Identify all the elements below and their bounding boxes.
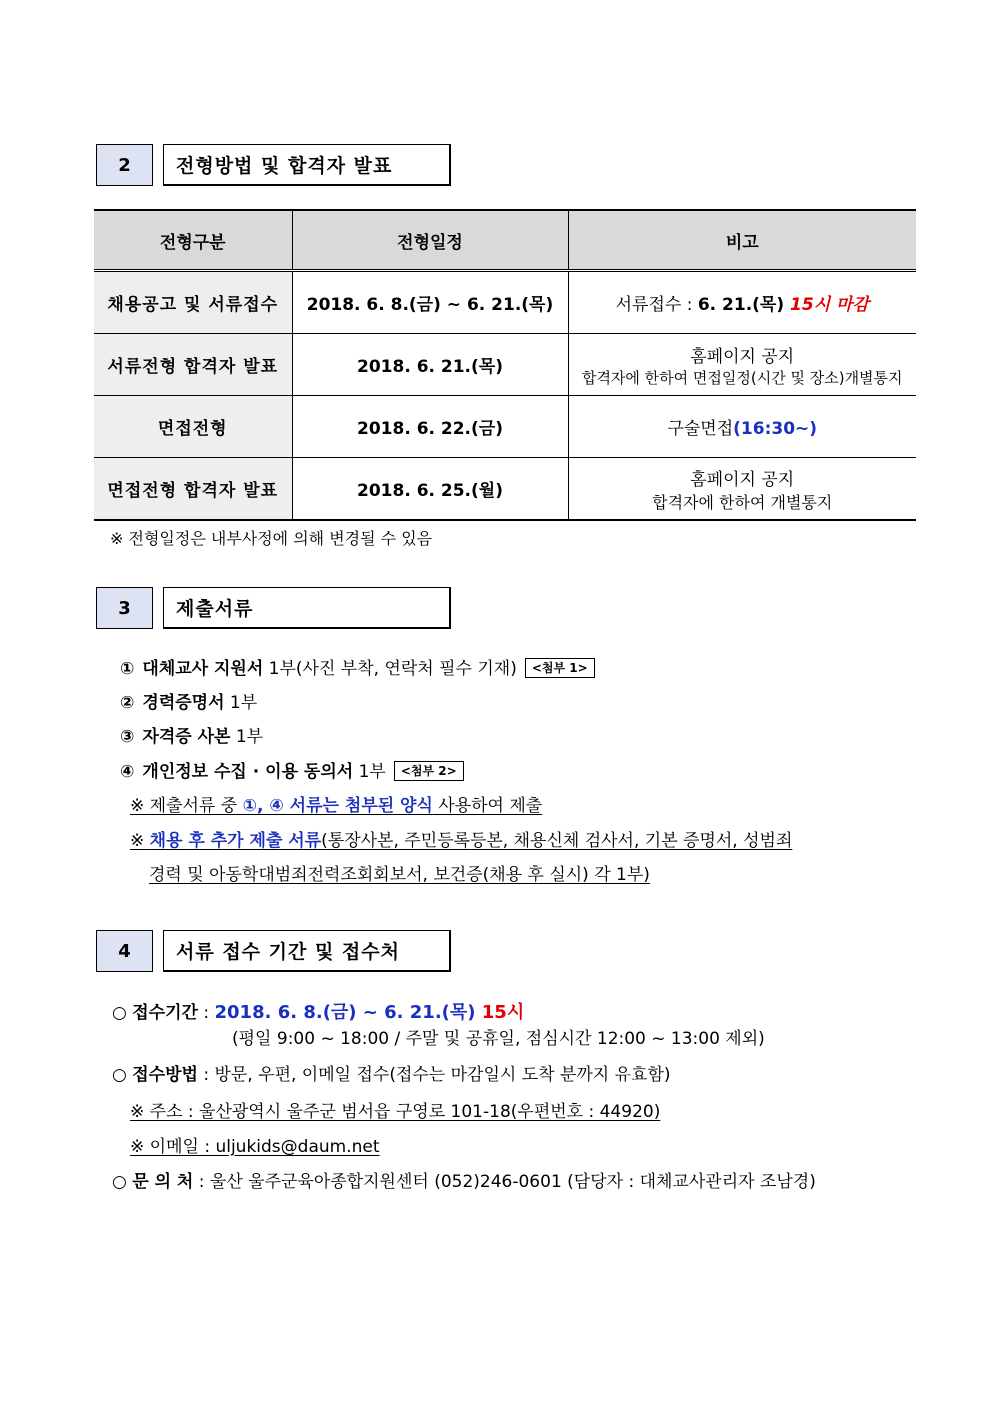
row-note [568, 458, 916, 521]
period-time: 15시 [481, 1002, 525, 1023]
item-detail: 1부(사진 부착, 연락처 필수 기재) [263, 659, 517, 679]
attachment-badge: <첨부 1> [525, 658, 595, 678]
document-item [120, 757, 464, 782]
separator: : [197, 1003, 215, 1023]
note-emphasis: 채용 후 추가 제출 서류 [149, 831, 322, 851]
row-category: 면접전형 [94, 396, 292, 458]
table-header-row [94, 210, 916, 271]
documents-note-2-line-2: 경력 및 아동학대범죄전력조회회보서, 보건증(채용 후 실시) 각 1부) [149, 865, 650, 885]
note-prefix: 서류접수 : [615, 295, 698, 315]
row-date: 2018. 6. 25.(월) [292, 458, 568, 521]
section-number: 4 [96, 930, 153, 972]
note-line-2: 합격자에 한하여 개별통지 [652, 492, 833, 512]
header-remarks: 비고 [568, 210, 916, 271]
document-item [120, 722, 263, 747]
table-row [94, 458, 916, 521]
email-line[interactable]: ※ 이메일 : uljukids@daum.net [130, 1137, 380, 1157]
item-name: 대체교사 지원서 [142, 659, 264, 679]
note-text: 구술면접 [667, 419, 734, 439]
table-row [94, 271, 916, 334]
note-prefix: ※ [130, 831, 150, 851]
period-sub: (평일 9:00 ~ 18:00 / 주말 및 공휴일, 점심시간 12:00 ~ 13:00 제외) [232, 1029, 765, 1049]
section-title: 전형방법 및 합격자 발표 [163, 144, 451, 186]
note-date: 6. 21.(목) [697, 295, 791, 315]
table-row [94, 334, 916, 396]
method-line [112, 1060, 671, 1085]
section-number: 2 [96, 144, 153, 186]
table-row [94, 396, 916, 458]
row-date: 2018. 6. 8.(금) ~ 6. 21.(목) [292, 271, 568, 334]
note-emphasis: ①, ④ 서류는 첨부된 양식 [242, 796, 433, 816]
header-category: 전형구분 [94, 210, 292, 271]
note-rest: (통장사본, 주민등록등본, 채용신체 검사서, 기본 증명서, 성범죄 [321, 831, 793, 851]
period-label: 접수기간 [132, 1003, 198, 1023]
row-note [568, 396, 916, 458]
bullet: ○ [112, 1065, 127, 1085]
bullet: ○ [112, 1172, 127, 1192]
item-marker: ① [120, 659, 135, 679]
period-line [112, 998, 524, 1024]
method-label: 접수방법 [132, 1065, 198, 1085]
row-date: 2018. 6. 22.(금) [292, 396, 568, 458]
separator: : [197, 1065, 215, 1085]
documents-note-2 [130, 826, 792, 851]
row-date: 2018. 6. 21.(목) [292, 334, 568, 396]
item-marker: ② [120, 693, 135, 713]
note-prefix: ※ 제출서류 중 [130, 796, 243, 816]
schedule-table [94, 209, 916, 521]
section-number: 3 [96, 587, 153, 629]
documents-note-1 [130, 791, 542, 816]
row-category: 면접전형 합격자 발표 [94, 458, 292, 521]
section-title: 제출서류 [163, 587, 451, 629]
item-marker: ③ [120, 727, 135, 747]
period-value: 2018. 6. 8.(금) ~ 6. 21.(목) [214, 1002, 482, 1023]
document-item [120, 688, 257, 713]
address-line: ※ 주소 : 울산광역시 울주군 범서읍 구영로 101-18(우편번호 : 44920) [130, 1102, 661, 1122]
separator: : [193, 1172, 210, 1192]
section-title: 서류 접수 기간 및 접수처 [163, 930, 451, 972]
schedule-note: ※ 전형일정은 내부사정에 의해 변경될 수 있음 [110, 529, 433, 548]
contact-line [112, 1167, 816, 1192]
item-name: 경력증명서 [142, 693, 225, 713]
note-line-1: 홈페이지 공지 [690, 469, 795, 490]
item-detail: 1부 [230, 727, 264, 747]
note-line-1: 홈페이지 공지 [690, 346, 795, 367]
item-detail: 1부 [224, 693, 258, 713]
row-category: 서류전형 합격자 발표 [94, 334, 292, 396]
bullet: ○ [112, 1003, 127, 1023]
row-note [568, 334, 916, 396]
contact-value: 울산 울주군육아종합지원센터 (052)246-0601 (담당자 : 대체교사관리자 조남경) [209, 1172, 816, 1192]
note-deadline: 15시 마감 [790, 295, 869, 315]
item-detail: 1부 [353, 762, 386, 782]
item-marker: ④ [120, 762, 135, 782]
note-suffix: 사용하여 제출 [432, 796, 543, 816]
note-line-2: 합격자에 한하여 면접일정(시간 및 장소)개별통지 [581, 368, 903, 387]
item-name: 자격증 사본 [142, 727, 231, 747]
attachment-badge: <첨부 2> [394, 761, 464, 781]
note-time: (16:30~) [733, 419, 818, 439]
item-name: 개인정보 수집 · 이용 동의서 [142, 762, 354, 782]
header-schedule: 전형일정 [292, 210, 568, 271]
document-item [120, 654, 595, 679]
row-category: 채용공고 및 서류접수 [94, 271, 292, 334]
method-value: 방문, 우편, 이메일 접수(접수는 마감일시 도착 분까지 유효함) [214, 1065, 671, 1085]
contact-label: 문 의 처 [132, 1172, 194, 1192]
row-note [568, 271, 916, 334]
